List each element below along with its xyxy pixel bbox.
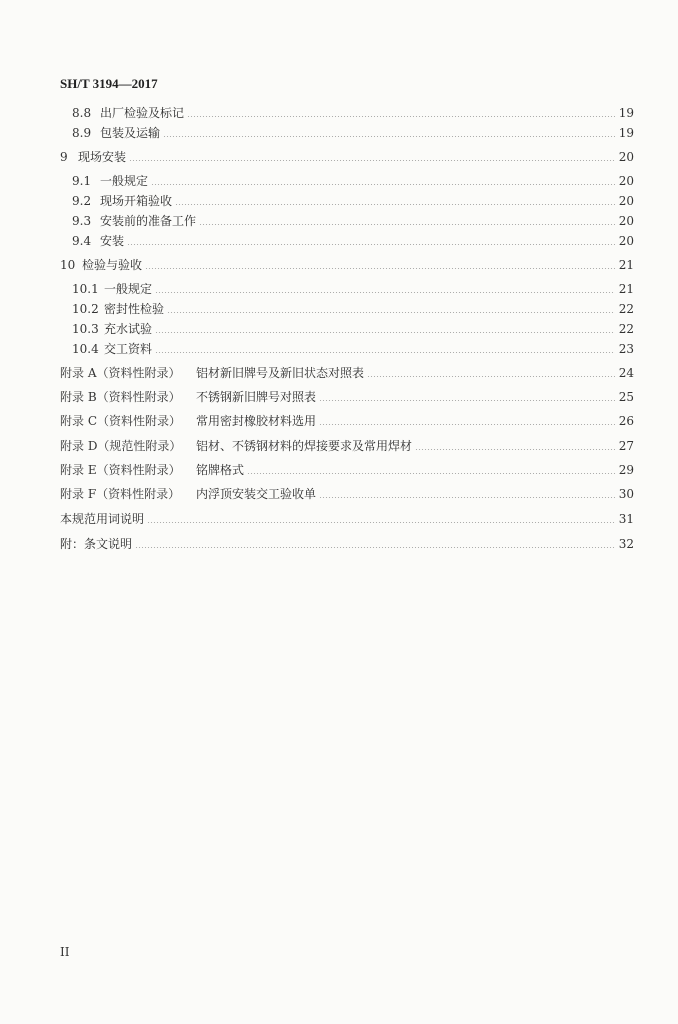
toc-entry-appendix-b[interactable] xyxy=(60,387,634,407)
dot-leader xyxy=(367,376,615,377)
toc-entry-number: 附录 B（资料性附录） xyxy=(60,390,181,404)
dot-leader xyxy=(319,400,615,401)
dot-leader xyxy=(135,547,615,548)
toc-entry-10[interactable] xyxy=(60,255,634,275)
toc-entry-appendix-f[interactable] xyxy=(60,484,634,504)
dot-leader xyxy=(415,449,615,450)
toc-entry-number: 附录 D（规范性附录） xyxy=(60,439,182,453)
toc-entry-number: 10.3 xyxy=(72,322,99,336)
toc-entry-appendix-d[interactable] xyxy=(60,436,634,456)
toc-entry-page: 26 xyxy=(618,414,634,428)
toc-entry-number: 附录 F（资料性附录） xyxy=(60,487,181,501)
dot-leader xyxy=(187,116,615,117)
toc-entry-number: 9 xyxy=(60,150,68,164)
toc-entry-number: 9.4 xyxy=(72,234,92,248)
toc-entry-title: 内浮顶安装交工验收单 xyxy=(196,487,317,501)
toc-entry-page: 25 xyxy=(618,390,634,404)
toc-entry-title: 一般规定 xyxy=(104,282,153,296)
toc-entry-9[interactable] xyxy=(60,147,634,167)
toc-entry-title: 常用密封橡胶材料选用 xyxy=(196,414,317,428)
toc-entry-number: 10.1 xyxy=(72,282,99,296)
toc-entry-appendix-a[interactable] xyxy=(60,363,634,383)
toc-entry-10-1[interactable] xyxy=(72,279,634,299)
toc-entry-page: 29 xyxy=(618,463,634,477)
dot-leader xyxy=(199,224,615,225)
page-number-footer: II xyxy=(60,945,70,959)
toc-entry-page: 24 xyxy=(618,366,634,380)
toc-entry-number: 附录 C（资料性附录） xyxy=(60,414,181,428)
toc-entry-title: 附：条文说明 xyxy=(60,537,133,551)
toc-entry-number: 9.2 xyxy=(72,194,92,208)
toc-entry-number: 附录 A（资料性附录） xyxy=(60,366,181,380)
toc-entry-number: 附录 E（资料性附录） xyxy=(60,463,181,477)
toc-entry-appendix-e[interactable] xyxy=(60,460,634,480)
toc-entry-9-2[interactable] xyxy=(72,191,634,211)
toc-entry-10-4[interactable] xyxy=(72,339,634,359)
toc-entry-page: 23 xyxy=(618,342,634,356)
toc-entry-9-3[interactable] xyxy=(72,211,634,231)
toc-entry-page: 27 xyxy=(618,439,634,453)
toc-entry-title: 铝材、不锈钢材料的焊接要求及常用焊材 xyxy=(196,439,413,453)
toc-entry-appendix-c[interactable] xyxy=(60,411,634,431)
toc-entry-page: 21 xyxy=(618,258,634,272)
toc-entry-page: 31 xyxy=(618,512,634,526)
toc-entry-8-8[interactable] xyxy=(72,103,634,123)
toc-entry-commentary[interactable] xyxy=(60,534,634,554)
toc-entry-page: 22 xyxy=(618,302,634,316)
toc-entry-8-9[interactable] xyxy=(72,123,634,143)
toc-entry-title: 铭牌格式 xyxy=(196,463,245,477)
toc-entry-number: 9.1 xyxy=(72,174,92,188)
toc-entry-title: 一般规定 xyxy=(100,174,149,188)
toc-entry-number: 10 xyxy=(60,258,76,272)
dot-leader xyxy=(129,160,615,161)
toc-entry-title: 现场开箱验收 xyxy=(100,194,173,208)
toc-entry-page: 20 xyxy=(618,194,634,208)
toc-entry-page: 32 xyxy=(618,537,634,551)
toc-entry-page: 22 xyxy=(618,322,634,336)
toc-entry-9-1[interactable] xyxy=(72,171,634,191)
toc-entry-title: 出厂检验及标记 xyxy=(100,106,185,120)
dot-leader xyxy=(247,473,615,474)
dot-leader xyxy=(127,244,615,245)
toc-entry-title: 检验与验收 xyxy=(82,258,143,272)
dot-leader xyxy=(319,497,615,498)
toc-entry-number: 9.3 xyxy=(72,214,92,228)
dot-leader xyxy=(163,136,615,137)
toc-entry-title: 安装 xyxy=(100,234,125,248)
toc-entry-page: 20 xyxy=(618,214,634,228)
dot-leader xyxy=(155,292,615,293)
toc-entry-title: 本规范用词说明 xyxy=(60,512,145,526)
dot-leader xyxy=(147,522,615,523)
toc-entry-page: 21 xyxy=(618,282,634,296)
toc-entry-title: 密封性检验 xyxy=(104,302,165,316)
standard-code-header: SH/T 3194—2017 xyxy=(60,76,158,91)
toc-entry-title: 安装前的准备工作 xyxy=(100,214,197,228)
toc-entry-page: 20 xyxy=(618,234,634,248)
toc-entry-number: 10.2 xyxy=(72,302,99,316)
toc-entry-page: 20 xyxy=(618,174,634,188)
toc-entry-page: 19 xyxy=(618,106,634,120)
toc-entry-terms[interactable] xyxy=(60,509,634,529)
toc-entry-title: 包装及运输 xyxy=(100,126,161,140)
toc-entry-10-2[interactable] xyxy=(72,299,634,319)
toc-entry-title: 现场安装 xyxy=(78,150,127,164)
toc-entry-title: 交工资料 xyxy=(104,342,153,356)
dot-leader xyxy=(155,352,615,353)
dot-leader xyxy=(175,204,615,205)
toc-entry-title: 充水试验 xyxy=(104,322,153,336)
toc-entry-number: 8.9 xyxy=(72,126,92,140)
toc-entry-title: 不锈钢新旧牌号对照表 xyxy=(196,390,317,404)
toc-entry-page: 30 xyxy=(618,487,634,501)
toc-entry-page: 20 xyxy=(618,150,634,164)
toc-entry-number: 8.8 xyxy=(72,106,92,120)
toc-entry-page: 19 xyxy=(618,126,634,140)
toc-entry-title: 铝材新旧牌号及新旧状态对照表 xyxy=(196,366,365,380)
dot-leader xyxy=(151,184,615,185)
toc-entry-10-3[interactable] xyxy=(72,319,634,339)
toc-entry-9-4[interactable] xyxy=(72,231,634,251)
toc-entry-number: 10.4 xyxy=(72,342,99,356)
dot-leader xyxy=(319,424,615,425)
dot-leader xyxy=(145,268,615,269)
dot-leader xyxy=(155,332,615,333)
dot-leader xyxy=(167,312,615,313)
